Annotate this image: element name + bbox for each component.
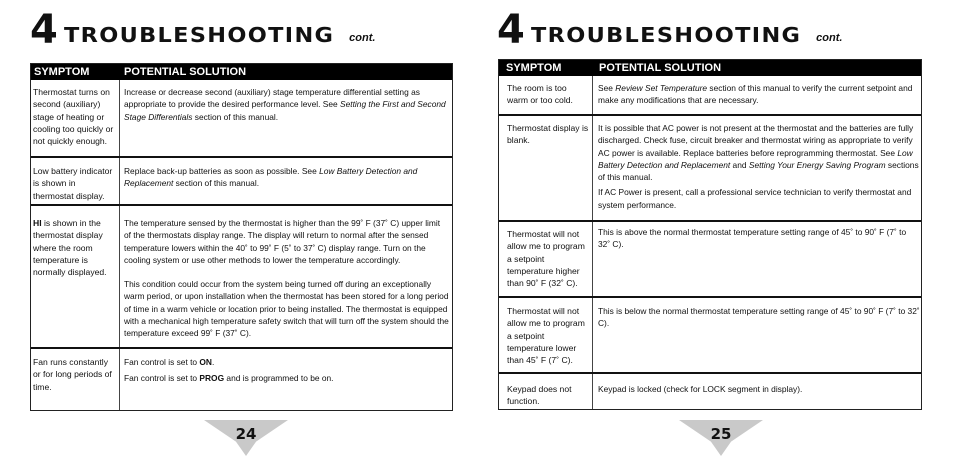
chapter-continued: cont. [816,32,843,44]
table-header [499,60,921,76]
chapter-title: TROUBLESHOOTING [530,23,802,47]
solution-cell: Fan control is set to ON. Fan control is set to PROG and is programmed to be on. [124,357,334,384]
chapter-title: TROUBLESHOOTING [63,23,335,47]
section-heading [30,7,376,53]
symptom-cell: Keypad does not function. [507,384,572,407]
solution-column-header: POTENTIAL SOLUTION [124,66,247,78]
row-divider [499,220,921,222]
symptom-cell: Thermostat will not allow me to program a setpoint temperature higher than 90˚ F (32˚ C). [507,229,585,289]
column-divider [592,76,593,409]
column-divider [119,80,120,410]
symptom-cell: Thermostat turns on second (auxiliary) stage of heating or cooling too quickly or not quickly enough. [33,87,114,147]
solution-cell: Increase or decrease second (auxiliary) stage temperature differential setting as appropriate to provide the desired performance level. See Setting the First and Second Stage Differentials section of this manual. [124,87,446,122]
symptom-column-header: SYMPTOM [34,66,90,78]
symptom-cell: The room is too warm or too cold. [507,83,573,106]
chapter-continued: cont. [349,32,376,44]
row-divider [31,156,452,158]
troubleshooting-table [498,59,922,410]
solution-cell: Replace back-up batteries as soon as possible. See Low Battery Detection and Replacement section of this manual. [124,166,418,189]
page-25 [477,0,954,459]
section-heading [497,7,843,53]
row-divider [499,372,921,374]
page-number: 25 [710,425,732,443]
symptom-cell: HI is shown in the thermostat display where the room temperature is normally displayed. [33,218,107,278]
solution-cell: Keypad is locked (check for LOCK segment in display). [598,384,803,394]
row-divider [499,114,921,116]
solution-cell: This is below the normal thermostat temperature setting range of 45˚ to 90˚ F (7˚ to 32˚ C). [598,306,920,329]
solution-column-header: POTENTIAL SOLUTION [599,62,722,74]
symptom-column-header: SYMPTOM [506,62,562,74]
troubleshooting-table [30,63,453,411]
chapter-number: 4 [30,7,56,53]
symptom-cell: Thermostat will not allow me to program a setpoint temperature lower than 45˚ F (7˚ C). [507,306,585,366]
solution-cell: It is possible that AC power is not present at the thermostat and the batteries are fully discharged. Check fuse, circuit breaker and thermostat wiring as appropriate to verify AC power is available. Replace batteries before reprogramming thermostat. See Low Battery Detection and Replacement and Setting Your Energy Saving Program sections of this manual. If AC Power is present, call a professional service technician to verify thermostat and system performance. [598,123,919,210]
solution-cell: This is above the normal thermostat temperature setting range of 45˚ to 90˚ F (7˚ to 32˚ C). [598,227,907,250]
row-divider [499,296,921,298]
chapter-number: 4 [497,7,523,53]
symptom-cell: Thermostat display is blank. [507,123,589,146]
solution-cell: See Review Set Temperature section of this manual to verify the current setpoint and make any modifications that are necessary. [598,83,913,106]
symptom-cell: Low battery indicator is shown in thermostat display. [33,166,113,201]
row-divider [31,347,452,349]
table-header [31,64,452,80]
page-number-tab [679,420,763,456]
solution-cell: The temperature sensed by the thermostat is higher than the 99˚ F (37˚ C) upper limit of the thermostats display range. The display will return to normal after the sensed temperature lowers within the 40˚ to 99˚ F (5˚ to 37˚ C) display range. Turn on the cooling system or use other methods to lower the temperature accordingly. This condition could occur from the system being turned off during an exceptionally warm period, or upon installation when the thermostat has been stored for a long period of time in a warm vehicle or location prior to being installed. The thermostat is equipped with a mechanical high temperature safety switch that will turn off the system should the temperature exceed 99˚ F (37˚ C). [124,218,449,339]
page-number: 24 [235,425,257,443]
page-number-tab [204,420,288,456]
symptom-cell: Fan runs constantly or for long periods of time. [33,357,112,392]
row-divider [31,204,452,206]
